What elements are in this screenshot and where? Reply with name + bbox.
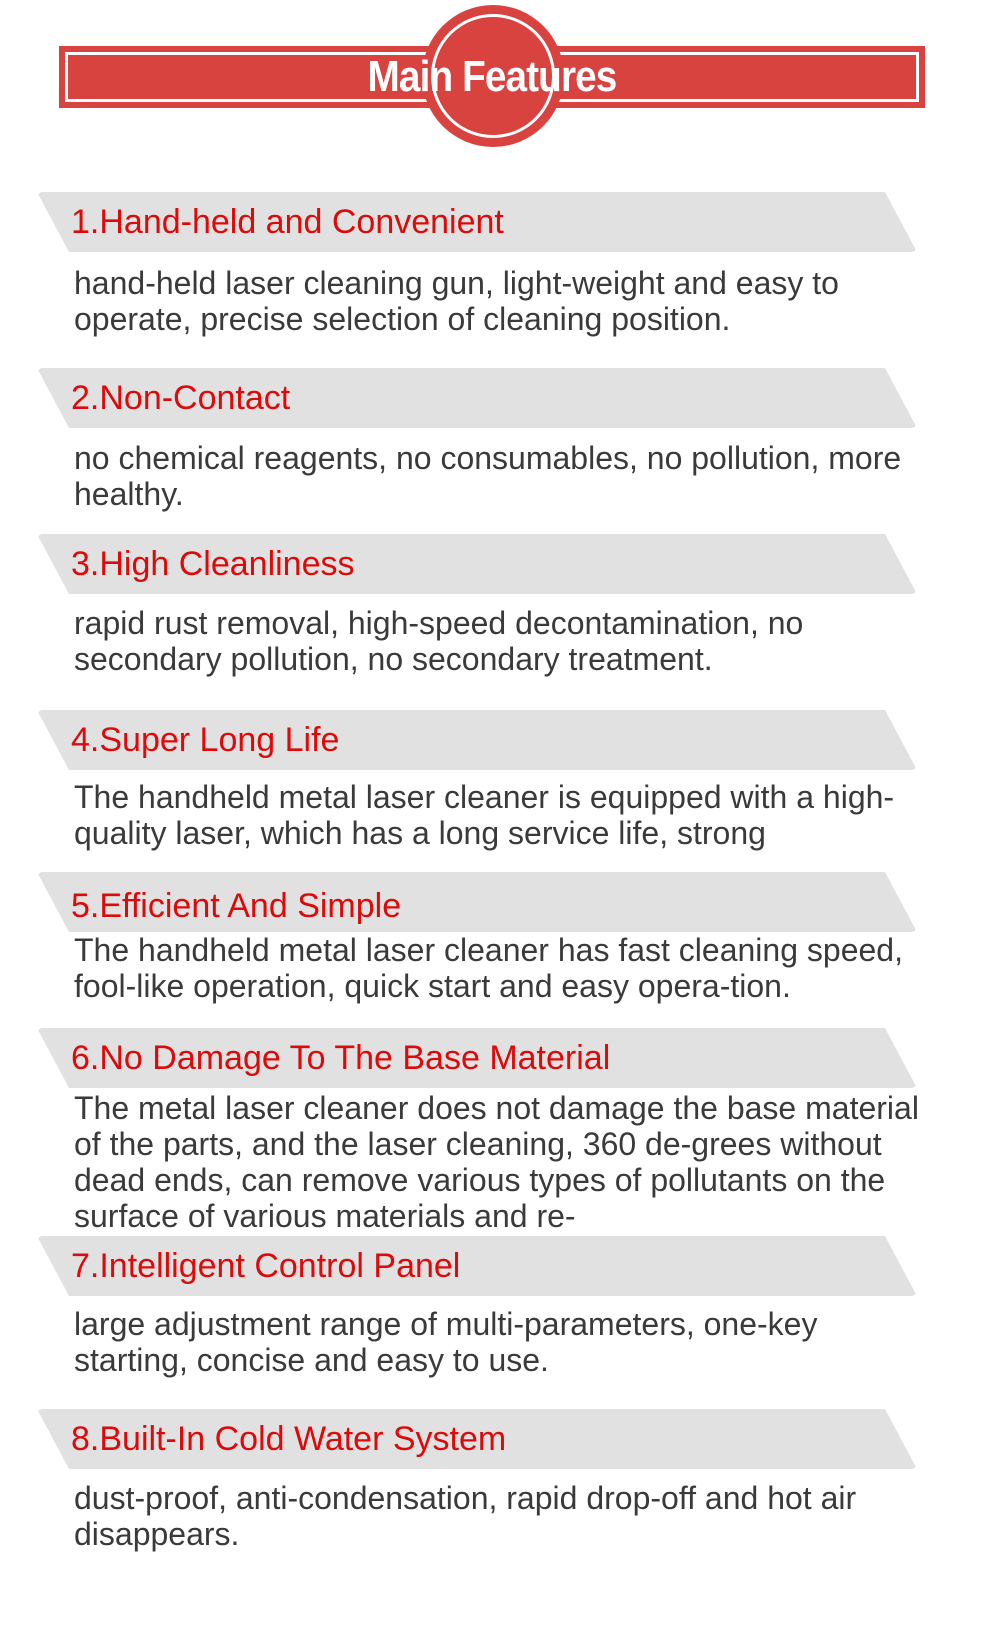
feature-description: The metal laser cleaner does not damage the base material of the parts, and the laser cleaning, 360 de-grees without dead ends, can remove various types of pollutants on the surface of various materials and re- <box>74 1090 919 1234</box>
feature-description: dust-proof, anti-condensation, rapid drop-off and hot air disappears. <box>74 1480 857 1552</box>
feature-title: 3.High Cleanliness <box>71 544 355 583</box>
feature-description: hand-held laser cleaning gun, light-weight and easy to operate, precise selection of cleaning position. <box>74 265 839 337</box>
feature-description: The handheld metal laser cleaner has fast cleaning speed, fool-like operation, quick start and easy opera-tion. <box>74 932 903 1004</box>
feature-description: rapid rust removal, high-speed decontamination, no secondary pollution, no secondary treatment. <box>74 605 804 677</box>
page-title: Main Features <box>367 52 617 101</box>
feature-title: 5.Efficient And Simple <box>71 886 402 925</box>
feature-description: large adjustment range of multi-parameters, one-key starting, concise and easy to use. <box>74 1306 818 1378</box>
feature-description: The handheld metal laser cleaner is equipped with a high-quality laser, which has a long service life, strong <box>74 779 895 851</box>
feature-title: 1.Hand-held and Convenient <box>71 202 504 241</box>
feature-title: 6.No Damage To The Base Material <box>71 1038 611 1077</box>
feature-title: 2.Non-Contact <box>71 378 291 417</box>
feature-description: no chemical reagents, no consumables, no pollution, more healthy. <box>74 440 902 512</box>
feature-title: 4.Super Long Life <box>71 720 340 759</box>
feature-title: 7.Intelligent Control Panel <box>71 1246 461 1285</box>
feature-title: 8.Built-In Cold Water System <box>71 1419 507 1458</box>
